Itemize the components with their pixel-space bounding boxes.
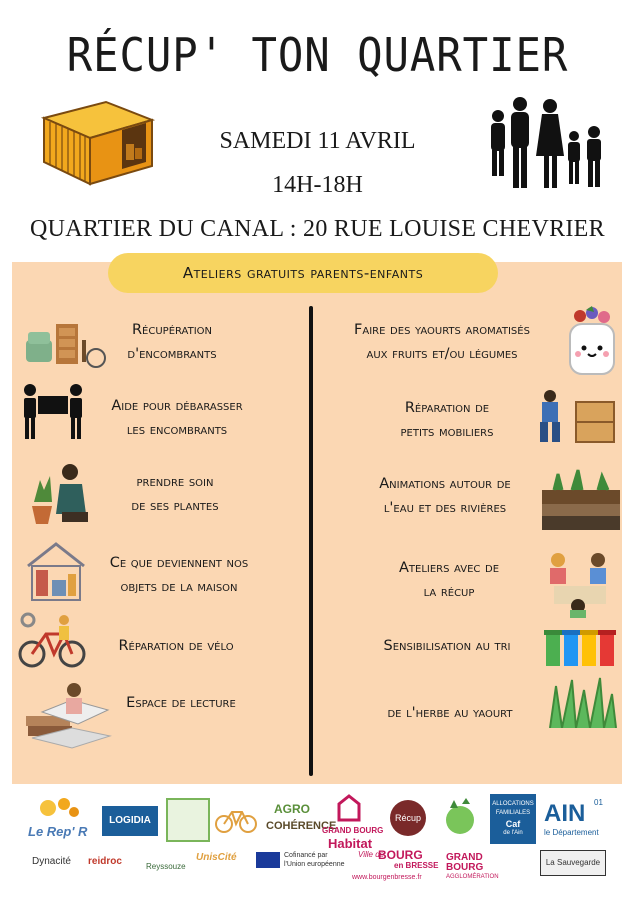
logo-recup-badge: Récup xyxy=(390,800,426,836)
workshops-banner: Ateliers gratuits parents-enfants xyxy=(108,253,498,293)
logo-ain-num: 01 xyxy=(594,798,603,807)
logo-ain: AIN xyxy=(544,800,586,827)
item-encombrants: Récupération d'encombrants xyxy=(127,322,217,362)
soil-layers-icon xyxy=(542,466,620,530)
item-velo: Réparation de vélo xyxy=(118,638,234,654)
logo-gba-2: BOURG xyxy=(446,862,484,873)
item-debarasser: Aide pour débarasser les encombrants xyxy=(111,398,243,438)
movers-icon xyxy=(20,382,86,440)
logo-ville-1: Ville de xyxy=(358,850,385,859)
item-eau-rivieres: Animations autour de l'eau et des rivières xyxy=(379,476,511,516)
logo-caf-4: de l'Ain xyxy=(503,830,523,836)
logo-gba-3: AGGLOMÉRATION xyxy=(446,874,499,880)
logo-green-square xyxy=(166,798,210,842)
reading-icon xyxy=(22,678,112,750)
logo-gba-1: GRAND xyxy=(446,852,483,863)
grass-icon xyxy=(546,676,618,728)
item-tri: Sensibilisation au tri xyxy=(383,638,511,654)
bicycle-logo-icon xyxy=(214,808,258,834)
logo-caf xyxy=(490,794,536,844)
page-title: RÉCUP' TON QUARTIER xyxy=(66,28,569,82)
logo-uniscite: UnisCité xyxy=(196,852,237,863)
logo-logidia: LOGIDIA xyxy=(102,806,158,836)
green-globe-icon xyxy=(440,798,480,838)
furniture-repair-icon xyxy=(534,388,618,446)
logo-sauvegarde: La Sauvegarde xyxy=(540,850,606,876)
bike-repair-icon xyxy=(18,610,90,672)
sponsor-logos xyxy=(0,790,635,898)
logo-gbh-1: GRAND BOURG xyxy=(322,826,384,835)
logo-ville-url: www.bourgenbresse.fr xyxy=(352,874,422,881)
logo-caf-2: FAMILIALES xyxy=(495,810,531,816)
item-recup: Ateliers avec de la récup xyxy=(398,560,500,600)
logo-agro-2: COHÉRENCE xyxy=(266,820,337,832)
event-address: QUARTIER DU CANAL : 20 RUE LOUISE CHEVRIER xyxy=(30,216,605,242)
gbh-house-icon xyxy=(336,794,362,822)
logo-agro-1: AGRO xyxy=(274,802,310,816)
column-divider xyxy=(309,306,313,776)
furniture-icon xyxy=(24,318,108,370)
recycling-bins-icon xyxy=(544,628,620,668)
eu-flag-icon xyxy=(256,852,280,868)
item-plantes: prendre soin de ses plantes xyxy=(131,474,219,514)
logo-caf-1: ALLOCATIONS xyxy=(492,801,534,807)
house-appliances-icon xyxy=(24,540,88,602)
logo-caf-3: Caf xyxy=(505,819,521,829)
item-lecture: Espace de lecture xyxy=(126,695,236,711)
logo-eu-2: l'Union européenne xyxy=(284,861,345,868)
kids-crafting-icon xyxy=(540,548,618,618)
item-mobiliers: Réparation de petits mobiliers xyxy=(400,400,494,440)
rep-r-flower-icon xyxy=(34,794,82,822)
logo-ain-dep: le Département xyxy=(544,828,599,837)
event-date: SAMEDI 11 AVRIL xyxy=(219,128,416,154)
item-objets-maison: Ce que deviennent nos objets de la maison xyxy=(109,555,249,595)
item-yaourts: Faire des yaourts aromatisés aux fruits et/ou légumes xyxy=(354,322,530,362)
logo-ville-3: en BRESSE xyxy=(394,861,439,870)
logo-ville-2: BOURG xyxy=(378,848,423,862)
logo-dynacite: Dynacité xyxy=(32,856,71,867)
event-time: 14H-18H xyxy=(272,172,363,198)
logo-gbh-2: Habitat xyxy=(328,836,373,851)
logo-reidroc: reidroc xyxy=(88,856,122,867)
logo-eu-1: Cofinancé par xyxy=(284,852,328,859)
yogurt-jar-icon xyxy=(566,306,618,376)
item-herbe-yaourt: de l'herbe au yaourt xyxy=(387,705,513,721)
plant-care-icon xyxy=(24,462,96,528)
logo-rep-r: Le Rep' R xyxy=(28,824,88,839)
logo-reyssouze: Reyssouze xyxy=(146,862,186,871)
